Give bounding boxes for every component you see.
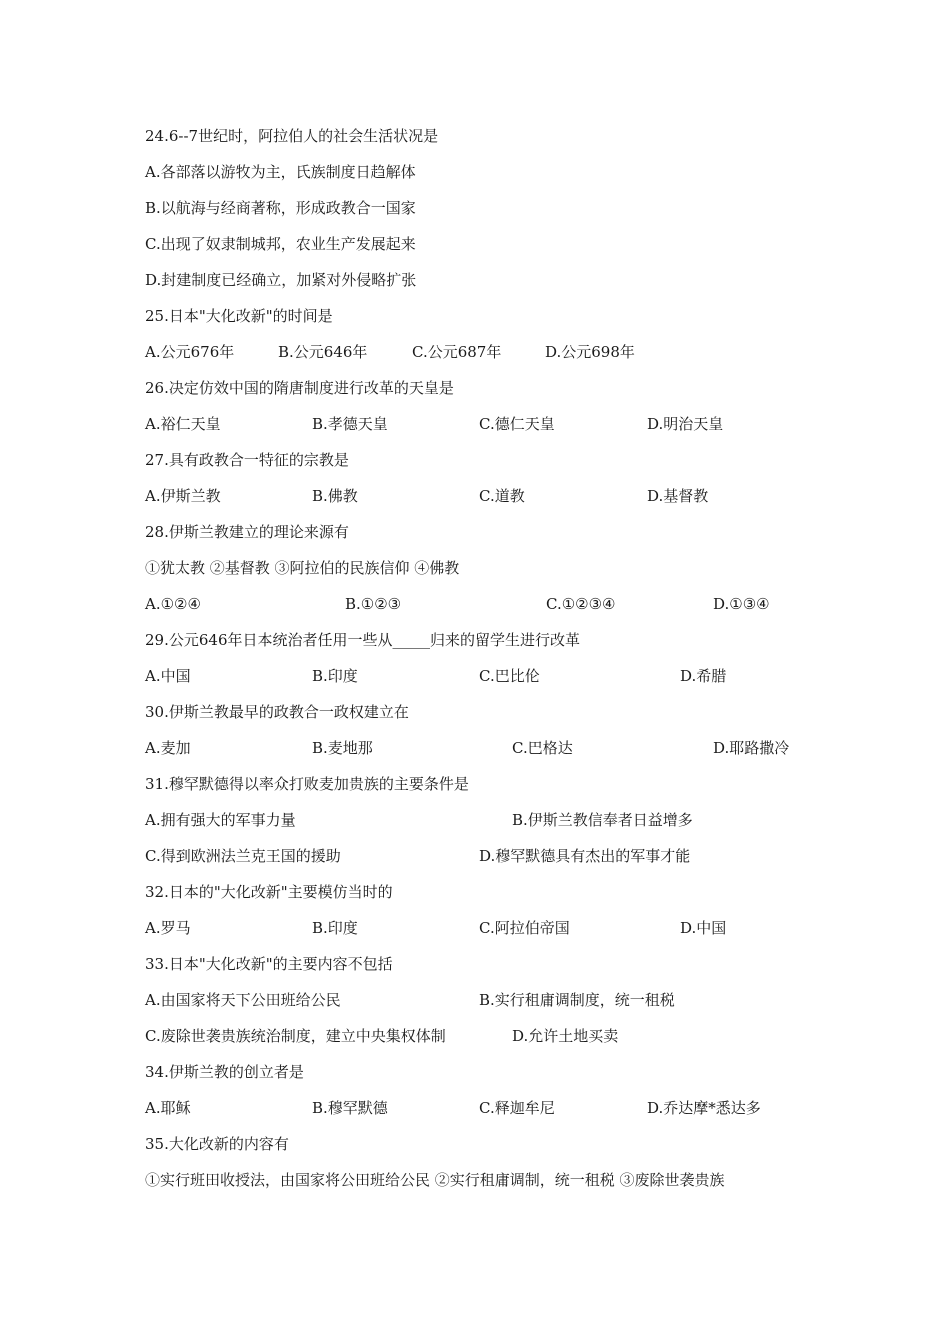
question-30-option-c: C.巴格达	[512, 739, 573, 757]
question-32-option-c: C.阿拉伯帝国	[479, 919, 570, 937]
question-33-stem: 33.日本"大化改新"的主要内容不包括	[145, 955, 393, 973]
question-27-option-c: C.道教	[479, 487, 525, 505]
question-25-option-b: B.公元646年	[278, 343, 368, 361]
question-29-stem: 29.公元646年日本统治者任用一些从_____归来的留学生进行改革	[145, 631, 580, 649]
question-28-option-d: D.①③④	[713, 595, 770, 613]
question-28-option-c: C.①②③④	[546, 595, 616, 613]
question-28-items: ①犹太教 ②基督教 ③阿拉伯的民族信仰 ④佛教	[145, 559, 460, 577]
question-26-stem: 26.决定仿效中国的隋唐制度进行改革的天皇是	[145, 379, 454, 397]
question-34-option-c: C.释迦牟尼	[479, 1099, 555, 1117]
question-27-option-d: D.基督教	[647, 487, 709, 505]
question-29-option-b: B.印度	[312, 667, 358, 685]
question-31-option-c: C.得到欧洲法兰克王国的援助	[145, 847, 341, 865]
question-30-stem: 30.伊斯兰教最早的政教合一政权建立在	[145, 703, 409, 721]
question-34-option-a: A.耶稣	[145, 1099, 191, 1117]
question-26-option-a: A.裕仁天皇	[145, 415, 221, 433]
question-28-stem: 28.伊斯兰教建立的理论来源有	[145, 523, 349, 541]
question-24-stem: 24.6--7世纪时，阿拉伯人的社会生活状况是	[145, 127, 439, 145]
question-28-option-a: A.①②④	[145, 595, 201, 613]
question-30-option-a: A.麦加	[145, 739, 191, 757]
question-35-items: ①实行班田收授法，由国家将公田班给公民 ②实行租庸调制，统一租税 ③废除世袭贵族	[145, 1171, 725, 1189]
question-32-stem: 32.日本的"大化改新"主要模仿当时的	[145, 883, 393, 901]
question-32-option-d: D.中国	[680, 919, 727, 937]
question-25-option-d: D.公元698年	[545, 343, 635, 361]
question-33-option-d: D.允许土地买卖	[512, 1027, 619, 1045]
question-34-option-b: B.穆罕默德	[312, 1099, 388, 1117]
question-29-option-c: C.巴比伦	[479, 667, 540, 685]
question-24-option-d: D.封建制度已经确立，加紧对外侵略扩张	[145, 271, 417, 289]
question-30-option-d: D.耶路撒冷	[713, 739, 790, 757]
question-26-option-d: D.明治天皇	[647, 415, 724, 433]
question-33-option-b: B.实行租庸调制度，统一租税	[479, 991, 675, 1009]
question-24-option-b: B.以航海与经商著称，形成政教合一国家	[145, 199, 416, 217]
question-31-option-a: A.拥有强大的军事力量	[145, 811, 296, 829]
question-30-option-b: B.麦地那	[312, 739, 373, 757]
question-27-stem: 27.具有政教合一特征的宗教是	[145, 451, 349, 469]
question-31-option-b: B.伊斯兰教信奉者日益增多	[512, 811, 693, 829]
question-25-option-c: C.公元687年	[412, 343, 502, 361]
question-25-stem: 25.日本"大化改新"的时间是	[145, 307, 333, 325]
question-34-option-d: D.乔达摩*悉达多	[647, 1099, 761, 1117]
question-26-option-b: B.孝德天皇	[312, 415, 388, 433]
question-29-option-a: A.中国	[145, 667, 191, 685]
question-24-option-c: C.出现了奴隶制城邦，农业生产发展起来	[145, 235, 416, 253]
question-29-option-d: D.希腊	[680, 667, 727, 685]
question-26-option-c: C.德仁天皇	[479, 415, 555, 433]
question-27-option-a: A.伊斯兰教	[145, 487, 221, 505]
question-35-stem: 35.大化改新的内容有	[145, 1135, 289, 1153]
question-25-option-a: A.公元676年	[145, 343, 235, 361]
question-32-option-a: A.罗马	[145, 919, 191, 937]
question-31-stem: 31.穆罕默德得以率众打败麦加贵族的主要条件是	[145, 775, 469, 793]
question-24-option-a: A.各部落以游牧为主，氏族制度日趋解体	[145, 163, 416, 181]
question-27-option-b: B.佛教	[312, 487, 358, 505]
question-31-option-d: D.穆罕默德具有杰出的军事才能	[479, 847, 691, 865]
question-33-option-c: C.废除世袭贵族统治制度，建立中央集权体制	[145, 1027, 446, 1045]
question-34-stem: 34.伊斯兰教的创立者是	[145, 1063, 304, 1081]
question-28-option-b: B.①②③	[345, 595, 402, 613]
question-33-option-a: A.由国家将天下公田班给公民	[145, 991, 341, 1009]
question-32-option-b: B.印度	[312, 919, 358, 937]
